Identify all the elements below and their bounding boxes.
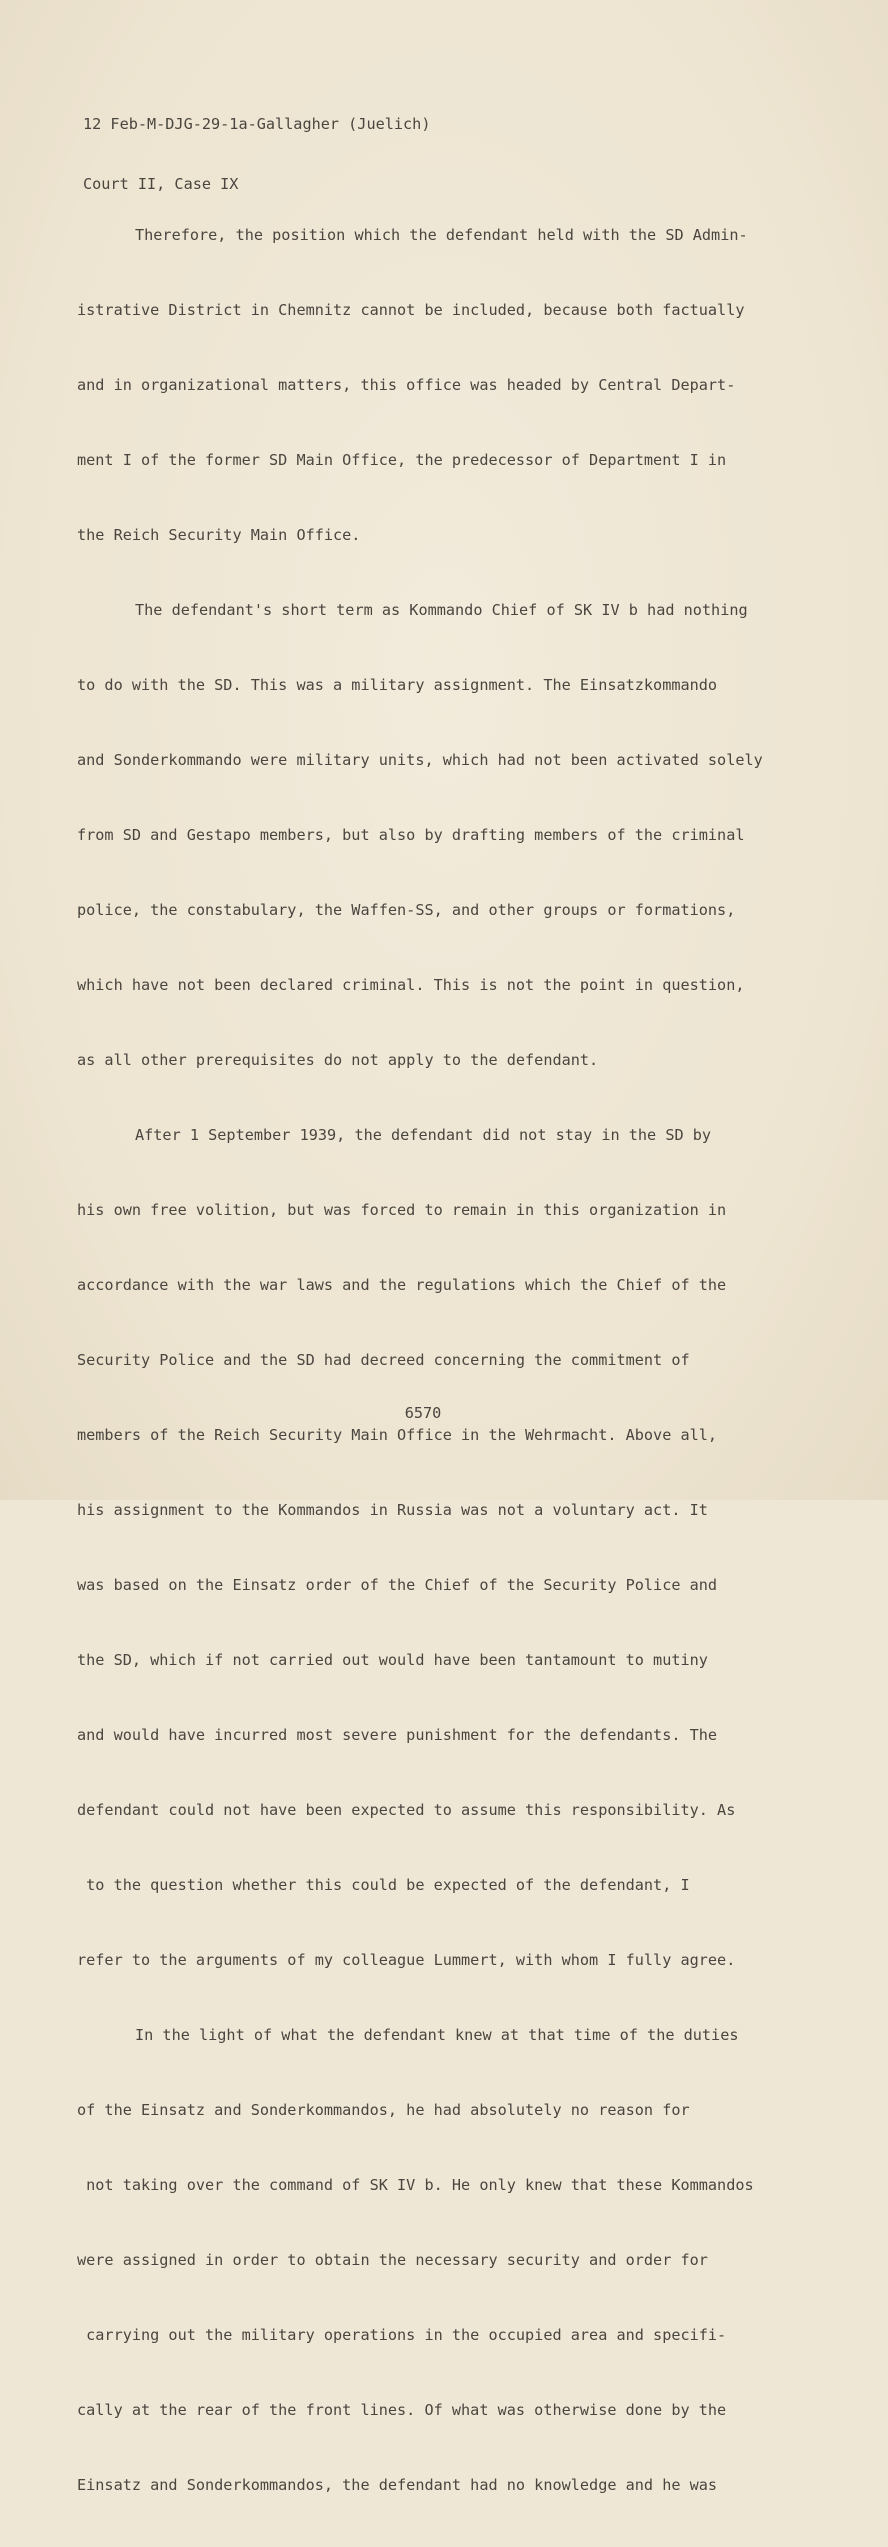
text-line: istrative District in Chemnitz cannot be included, because both factually	[77, 301, 745, 319]
text-line: The defendant's short term as Kommando Chief of SK IV b had nothing	[135, 601, 748, 619]
text-line: cally at the rear of the front lines. Of what was otherwise done by the	[77, 2401, 727, 2419]
text-line: which have not been declared criminal. This is not the point in question,	[77, 976, 745, 994]
text-line: After 1 September 1939, the defendant did not stay in the SD by	[135, 1126, 712, 1144]
page-number: 6570	[404, 1404, 442, 1422]
text-line: were assigned in order to obtain the necessary security and order for	[77, 2251, 708, 2269]
text-line: accordance with the war laws and the regulations which the Chief of the	[77, 1276, 727, 1294]
text-line: defendant could not have been expected to assume this responsibility. As	[77, 1801, 736, 1819]
text-line: Einsatz and Sonderkommandos, the defendant had no knowledge and he was	[77, 2476, 718, 2494]
text-line: ment I of the former SD Main Office, the predecessor of Department I in	[77, 451, 727, 469]
text-line: and Sonderkommando were military units, which had not been activated solely	[77, 751, 763, 769]
text-line: to the question whether this could be expected of the defendant, I	[77, 1876, 690, 1894]
text-line: his own free volition, but was forced to remain in this organization in	[77, 1201, 727, 1219]
text-line: Therefore, the position which the defendant held with the SD Admin-	[135, 226, 748, 244]
text-line: from SD and Gestapo members, but also by drafting members of the criminal	[77, 826, 745, 844]
text-line: as all other prerequisites do not apply to the defendant.	[77, 1051, 599, 1069]
text-line: the Reich Security Main Office.	[77, 526, 361, 544]
text-line: Security Police and the SD had decreed concerning the commitment of	[77, 1351, 690, 1369]
text-line: to do with the SD. This was a military assignment. The Einsatzkommando	[77, 676, 718, 694]
document-body	[77, 186, 867, 2547]
text-line: refer to the arguments of my colleague Lummert, with whom I fully agree.	[77, 1951, 736, 1969]
text-line: and would have incurred most severe punishment for the defendants. The	[77, 1726, 718, 1744]
text-line: carrying out the military operations in the occupied area and specifi-	[77, 2326, 727, 2344]
text-line: In the light of what the defendant knew at that time of the duties	[135, 2026, 739, 2044]
text-line: of the Einsatz and Sonderkommandos, he had absolutely no reason for	[77, 2101, 690, 2119]
text-line: and in organizational matters, this office was headed by Central Depart-	[77, 376, 736, 394]
header-court-case-line: Court II, Case IX	[83, 175, 239, 193]
text-line: the SD, which if not carried out would have been tantamount to mutiny	[77, 1651, 708, 1669]
text-line: members of the Reich Security Main Office in the Wehrmacht. Above all,	[77, 1426, 718, 1444]
header-reference-line: 12 Feb-M-DJG-29-1a-Gallagher (Juelich)	[83, 115, 431, 133]
text-line: was based on the Einsatz order of the Chief of the Security Police and	[77, 1576, 718, 1594]
text-line: police, the constabulary, the Waffen-SS, and other groups or formations,	[77, 901, 736, 919]
text-line: not taking over the command of SK IV b. He only knew that these Kommandos	[77, 2176, 754, 2194]
text-line: his assignment to the Kommandos in Russia was not a voluntary act. It	[77, 1501, 708, 1519]
